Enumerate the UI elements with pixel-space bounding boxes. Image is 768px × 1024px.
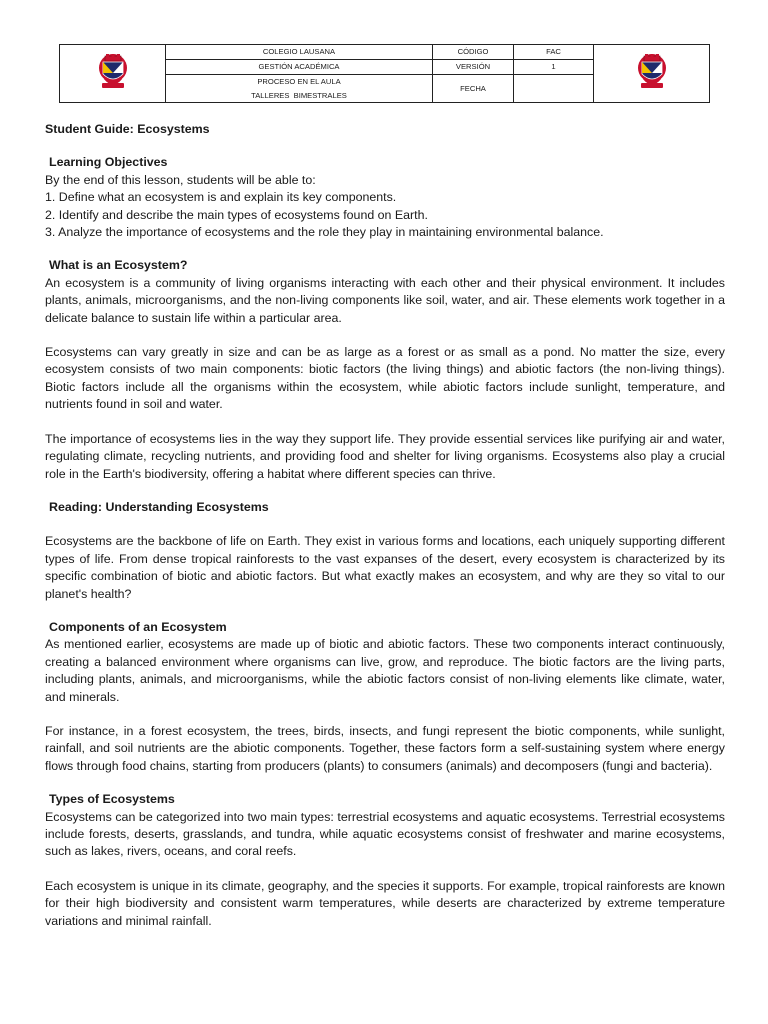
school-crest-icon <box>91 52 135 96</box>
process-cell <box>166 75 433 103</box>
left-logo-cell <box>60 45 166 103</box>
department-cell: GESTIÓN ACADÉMICA <box>166 60 433 75</box>
what-is-paragraph: Ecosystems can vary greatly in size and can be as large as a forest or as small as a pond. No matter the size, every ecosystem consists of two main components: biotic factors (the living things) and abiotic factors (the non-living things). Biotic factors include all the organisms within the ecosystem, while abiotic factors include sunlight, temperature, and nutrients found in soil and water. <box>45 345 725 412</box>
version-value-cell: 1 <box>514 60 594 75</box>
types-paragraph: Each ecosystem is unique in its climate, geography, and the species it supports. For example, tropical rainforests are known for their high biodiversity and consistent warm temperatures, while deserts are characterized by extreme temperature variations and minimal rainfall. <box>45 878 725 928</box>
what-is-paragraph: An ecosystem is a community of living organisms interacting with each other and their physical environment. It includes plants, animals, microorganisms, and the non-living components like soil, water, and air. These elements work together in a delicate balance to sustain life within a particular area. <box>45 275 725 325</box>
types-paragraph: Ecosystems can be categorized into two main types: terrestrial ecosystems and aquatic ecosystems. Terrestrial ecosystems include forests, deserts, grasslands, and tundra, while aquatic ecosystems consist of freshwater and marine ecosystems, such as lakes, rivers, oceans, and coral reefs. <box>45 809 725 859</box>
code-label-cell: CÓDIGO <box>433 45 514 60</box>
document-header-table <box>59 44 710 103</box>
code-value-cell: FAC <box>514 45 594 60</box>
right-logo-cell <box>594 45 710 103</box>
version-label-cell: VERSIÓN <box>433 60 514 75</box>
objective-item: 1. Define what an ecosystem is and explain its key components. <box>45 190 397 205</box>
date-label-cell: FECHA <box>433 75 514 103</box>
school-name-cell: COLEGIO LAUSANA <box>166 45 433 60</box>
what-is-paragraph: The importance of ecosystems lies in the way they support life. They provide essential services like purifying air and water, regulating climate, recycling nutrients, and providing food and shelter for living organisms. Ecosystems also play a crucial role in the Earth's biodiversity, offering a habitat where different species can thrive. <box>45 431 725 481</box>
document-body <box>45 121 725 930</box>
process-line-1: PROCESO EN EL AULA <box>257 77 341 87</box>
objective-item: 3. Analyze the importance of ecosystems and the role they play in maintaining environmental balance. <box>45 225 604 240</box>
document-title: Student Guide: Ecosystems <box>45 122 210 136</box>
date-value-cell <box>514 75 594 103</box>
reading-heading: Reading: Understanding Ecosystems <box>49 499 269 514</box>
process-line-2: TALLERES BIMESTRALES <box>251 90 347 100</box>
types-heading: Types of Ecosystems <box>49 792 175 807</box>
components-heading: Components of an Ecosystem <box>49 619 227 634</box>
objectives-intro: By the end of this lesson, students will be able to: <box>45 172 316 187</box>
learning-objectives-heading: Learning Objectives <box>49 155 168 170</box>
what-is-heading: What is an Ecosystem? <box>49 258 188 273</box>
reading-paragraph: Ecosystems are the backbone of life on Earth. They exist in various forms and locations, each uniquely supporting different types of life. From dense tropical rainforests to the vast expanses of the desert, every ecosystem is characterized by its specific combination of biotic and abiotic factors. But what exactly makes an ecosystem, and why are they so vital to our planet's health? <box>45 534 725 601</box>
objective-item: 2. Identify and describe the main types of ecosystems found on Earth. <box>45 207 428 222</box>
school-crest-icon <box>630 52 674 96</box>
components-paragraph: For instance, in a forest ecosystem, the trees, birds, insects, and fungi represent the biotic components, while sunlight, rainfall, and soil nutrients are the abiotic components. Together, these factors form a self-sustaining system where energy flows through food chains, starting from producers (plants) to consumers (animals) and decomposers (fungi and bacteria). <box>45 723 725 773</box>
components-paragraph: As mentioned earlier, ecosystems are made up of biotic and abiotic factors. These two components interact continuously, creating a balanced environment where organisms can live, grow, and reproduce. The biotic factors are the living parts, including plants, animals, and microorganisms, while the abiotic factors consist of non-living elements like climate, water, and minerals. <box>45 637 725 704</box>
